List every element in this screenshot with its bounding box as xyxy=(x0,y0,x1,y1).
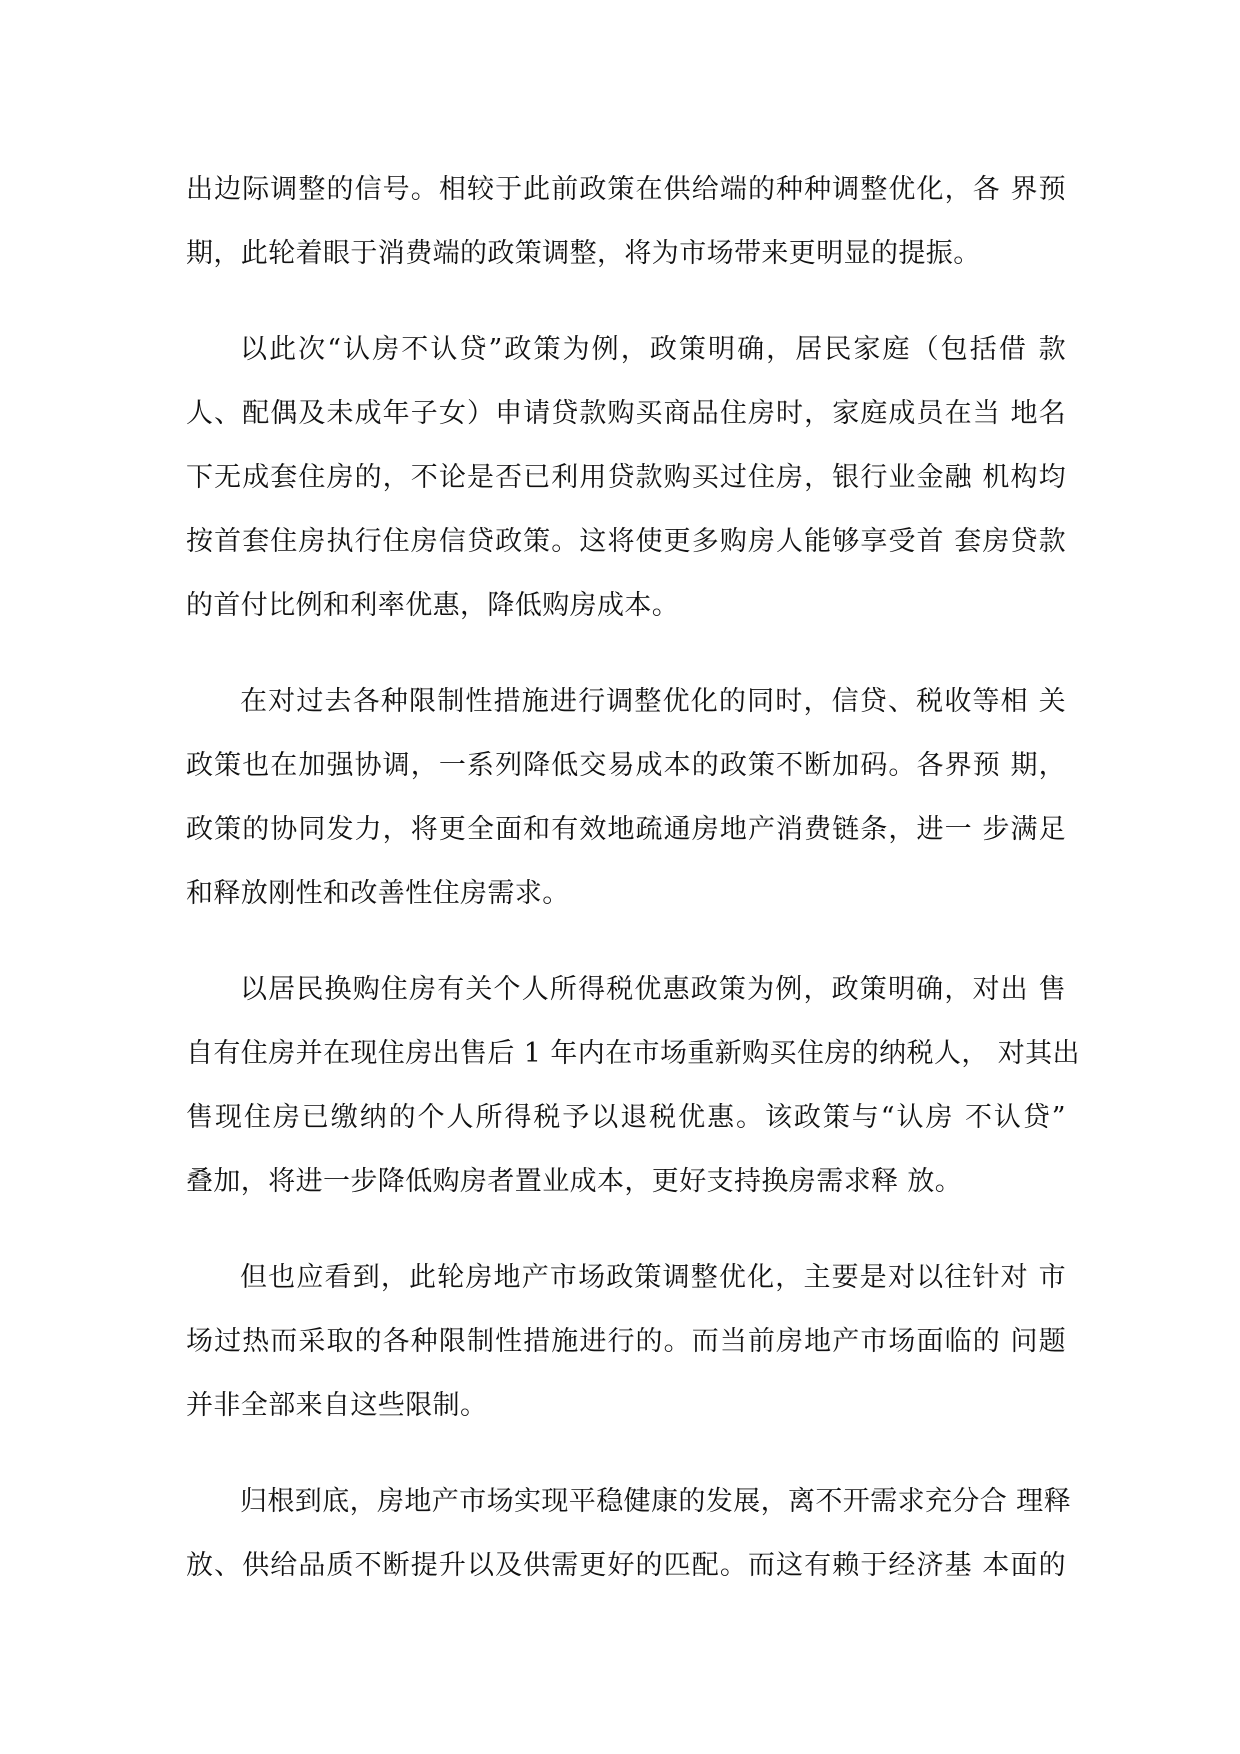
paragraph xyxy=(186,958,1080,1214)
text-line: 归根到底，房地产市场实现平稳健康的发展，离不开需求充分合 理释 xyxy=(240,1486,1071,1517)
paragraph xyxy=(186,670,1066,926)
text-line: 政策的协同发力，将更全面和有效地疏通房地产消费链条，进一 步满足 xyxy=(186,814,1066,845)
paragraph xyxy=(186,158,1066,286)
text-line: 以居民换购住房有关个人所得税优惠政策为例，政策明确，对出 售 xyxy=(240,974,1066,1005)
text-line: 叠加，将进一步降低购房者置业成本，更好支持换房需求释 放。 xyxy=(186,1166,963,1197)
text-line: 人、配偶及未成年子女）申请贷款购买商品住房时，家庭成员在当 地名 xyxy=(186,398,1066,429)
body-text xyxy=(186,158,1080,1630)
text-line: 按首套住房执行住房信贷政策。这将使更多购房人能够享受首 套房贷款 xyxy=(186,526,1066,557)
text-line: 政策也在加强协调，一系列降低交易成本的政策不断加码。各界预 期， xyxy=(186,750,1066,781)
text-line: 以此次“认房不认贷”政策为例，政策明确，居民家庭（包括借 款 xyxy=(240,334,1066,365)
text-line: 并非全部来自这些限制。 xyxy=(186,1390,488,1421)
text-line: 但也应看到，此轮房地产市场政策调整优化，主要是对以往针对 市 xyxy=(240,1262,1066,1293)
paragraph xyxy=(186,318,1066,638)
text-line: 售现住房已缴纳的个人所得税予以退税优惠。该政策与“认房 不认贷” xyxy=(186,1102,1066,1133)
text-line: 放、供给品质不断提升以及供需更好的匹配。而这有赖于经济基 本面的 xyxy=(186,1550,1066,1581)
text-line: 下无成套住房的，不论是否已利用贷款购买过住房，银行业金融 机构均 xyxy=(186,462,1066,493)
text-line: 在对过去各种限制性措施进行调整优化的同时，信贷、税收等相 关 xyxy=(240,686,1066,717)
text-line: 和释放刚性和改善性住房需求。 xyxy=(186,878,570,909)
text-line: 出边际调整的信号。相较于此前政策在供给端的种种调整优化，各 界预 xyxy=(186,174,1066,205)
text-line: 的首付比例和利率优惠，降低购房成本。 xyxy=(186,590,680,621)
text-line: 期，此轮着眼于消费端的政策调整，将为市场带来更明显的提振。 xyxy=(186,238,981,269)
paragraph xyxy=(186,1470,1071,1598)
paragraph xyxy=(186,1246,1066,1438)
text-line: 场过热而采取的各种限制性措施进行的。而当前房地产市场面临的 问题 xyxy=(186,1326,1066,1357)
text-line: 自有住房并在现住房出售后 1 年内在市场重新购买住房的纳税人， 对其出 xyxy=(186,1038,1080,1069)
